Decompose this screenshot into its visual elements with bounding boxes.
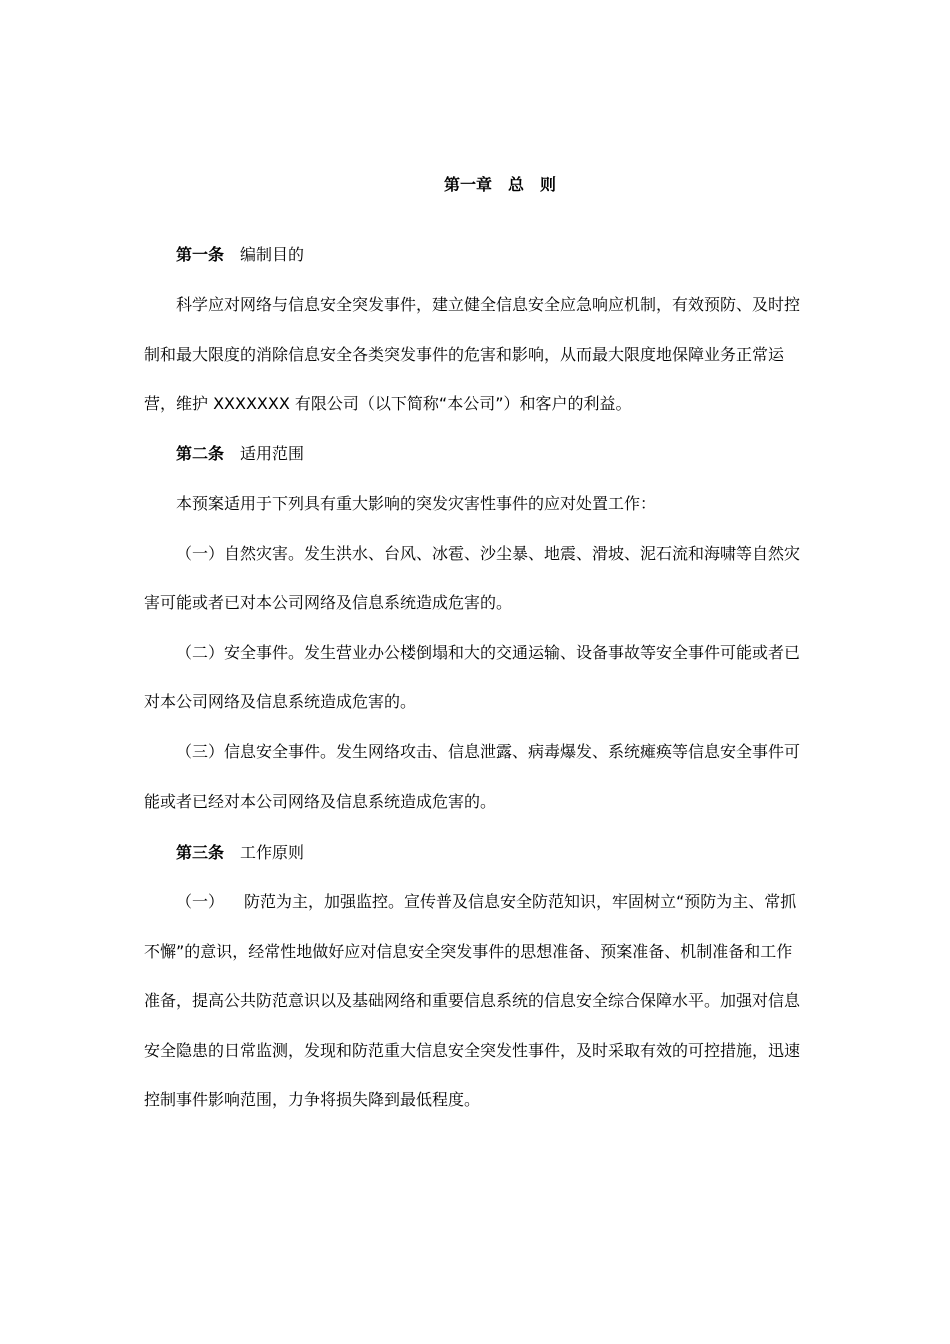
article-1-body xyxy=(144,280,804,429)
article-title: 工作原则 xyxy=(240,843,305,862)
article-number: 第三条 xyxy=(176,843,225,862)
paragraph: （三）信息安全事件。发生网络攻击、信息泄露、病毒爆发、系统瘫痪等信息安全事件可能或者已经对本公司网络及信息系统造成危害的。 xyxy=(144,741,801,811)
article-heading-1 xyxy=(176,242,304,268)
paragraph: （一）自然灾害。发生洪水、台风、冰雹、沙尘暴、地震、滑坡、泥石流和海啸等自然灾害可能或者已对本公司网络及信息系统造成危害的。 xyxy=(144,543,801,613)
article-heading-3 xyxy=(176,840,304,866)
article-3-body xyxy=(144,877,804,1125)
paragraph: 本预案适用于下列具有重大影响的突发灾害性事件的应对处置工作： xyxy=(176,494,657,513)
paragraph: （二）安全事件。发生营业办公楼倒塌和大的交通运输、设备事故等安全事件可能或者已对本公司网络及信息系统造成危害的。 xyxy=(144,642,801,712)
article-heading-2 xyxy=(176,441,304,467)
article-title: 适用范围 xyxy=(240,444,305,463)
principle-text: 防范为主，加强监控。宣传普及信息安全防范知识，牢固树立“预防为主、常抓不懈”的意识，经常性地做好应对信息安全突发事件的思想准备、预案准备、机制准备和工作准备，提高公共防范意识以及基础网络和重要信息系统的信息安全综合保障水平。加强对信息安全隐患的日常监测，发现和防范重大信息安全突发性事件，及时采取有效的可控措施，迅速控制事件影响范围，力争将损失降到最低程度。 xyxy=(144,892,801,1110)
article-title: 编制目的 xyxy=(240,245,305,264)
article-2-body xyxy=(144,479,804,826)
article-number: 第一条 xyxy=(176,245,225,264)
article-number: 第二条 xyxy=(176,444,225,463)
principle-label: （一） xyxy=(176,892,225,911)
paragraph xyxy=(144,877,804,1125)
chapter-title: 第一章 总 则 xyxy=(443,175,556,194)
paragraph: 科学应对网络与信息安全突发事件，建立健全信息安全应急响应机制，有效预防、及时控制和最大限度的消除信息安全各类突发事件的危害和影响，从而最大限度地保障业务正常运营，维护 XXXXXXX 有限公司（以下简称“本公司”）和客户的利益。 xyxy=(144,295,801,414)
